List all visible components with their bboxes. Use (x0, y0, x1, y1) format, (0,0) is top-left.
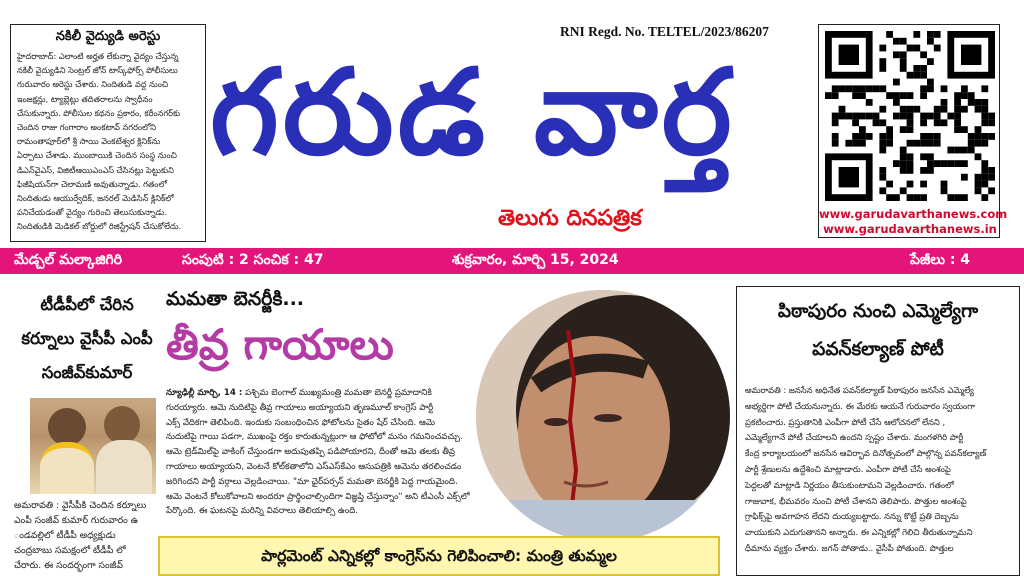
injured-person-illustration (476, 290, 730, 542)
text-line: చంద్రబాబు సమక్షంలో టీడీపీ లో (14, 545, 126, 556)
text-line: ఎమ్మెల్యేగానే పోటీ చేయాలని ఉందని స్పష్టం చేశారు. మంగళగిరి పార్టీ (745, 432, 964, 443)
text-line: పార్టీ శ్రేణులను ఉద్దేశించి మాట్లాడారు. ఎంపీగా పోటీ చేసే అంశంపై (745, 463, 951, 474)
bottom-headline-bar (158, 536, 720, 576)
bottom-headline: పార్లమెంట్ ఎన్నికల్లో కాంగ్రెస్‌ను గెలిపించాలి: మంత్రి తుమ్మల (261, 547, 617, 565)
website-link[interactable]: www.garudavarthanews.com (819, 207, 1008, 221)
right-story-box (736, 286, 1020, 576)
title-line: కర్నూలు వైసీపీ ఎంపీ (21, 329, 153, 348)
text-line: అమరావతి : వైసీపీకి చెందిన కర్నూలు (14, 500, 147, 511)
title-line: పిఠాపురం నుంచి ఎమ్మెల్యేగా (777, 301, 979, 322)
right-story-title (745, 293, 1011, 369)
text-line: ండవల్లిలో టీడీపీ అధ్యక్షుడు (14, 530, 116, 541)
text-line: పేర్కొంది. ఈ ఘటనపై మరిన్ని వివరాలు తెలియాల్సి ఉంది. (166, 506, 359, 517)
left-story-photo (30, 398, 156, 494)
person-silhouette-icon (96, 440, 152, 494)
title-line: సంజీవ్‌కుమార్ (41, 363, 133, 382)
text-line: చేరారు. ఈ సందర్భంగా సంజీవ్ (14, 560, 123, 571)
district-label: మేడ్చల్ మల్కాజిగిరి (14, 252, 123, 268)
text-line: ఇంజక్షన్లు, ట్యాబ్లెట్లు తదితరాలను స్వాధీనం (17, 93, 153, 104)
text-line: ఫిజీషియన్‌గా చెలామణి అవుతున్నాడు. గతంలో (17, 178, 167, 189)
person-silhouette-icon (104, 406, 140, 444)
page-count-label: పేజీలు : 4 (910, 252, 971, 268)
text-line: పెద్దలతో మాట్లాడి నిర్ణయం తీసుకుంటామని వెల్లడించారు. గతంలో (745, 479, 954, 490)
text-line: ఆమె వెంటనే కోలుకోవాలని అందరూ ప్రార్థించాల్సిందిగా విజ్ఞప్తి చేస్తున్నాం" అని టీఎంసీ ఎక్స్‌లో (166, 491, 470, 502)
left-news-body (17, 49, 199, 234)
text-line: ఆమె ట్రెడ్‌మిల్‌పై వాకింగ్ చేస్తుండగా అదుపుతప్పి పడిపోయారని, దీంతో ఆమె తలకు తీవ్ర (166, 447, 456, 458)
person-silhouette-icon (48, 408, 86, 446)
text-line: చెందిన రాజు గంగారాం అంకటావ్ నగరంలోని (17, 122, 157, 133)
text-line: గురువారం అరెస్టు చేశారు. నిందితుడి వద్ద నుంచి (17, 79, 169, 90)
text-line: నుదుటిపై గాయి పడగా, ముఖంపై రక్తం కారుతున్నట్లుగా ఆ ఫోటోలో మనం గమనించవచ్చు. (166, 432, 463, 443)
text-line: హైదరాబాద్: ఎలాంటి అర్హత లేకున్నా వైద్యం చేస్తున్న (17, 51, 179, 61)
text-line: అమరావతి : జనసేన అధినేత పవన్‌కల్యాణ్ పిఠాపురం జనసేన ఎమ్మెల్యే (745, 385, 974, 395)
left-news-title: నకిలీ వైద్యుడి అరెస్టు (55, 29, 161, 44)
main-story-body (166, 386, 486, 519)
title-line: పవన్‌కల్యాణ్ పోటీ (812, 339, 944, 360)
text-line: ఏర్పాటు చేశాడు. ముంబాయికి చెందిన సంస్థ నుంచి (17, 150, 177, 161)
info-strip (0, 248, 1024, 274)
left-story-body (14, 498, 160, 573)
qr-code-icon (825, 31, 995, 201)
text-line: చేసుకున్నారు. పోలీసుల కథనం ప్రకారం, కరీంనగర్‌కు (17, 107, 181, 118)
volume-label: సంపుటి : 2 సంచిక : 47 (182, 252, 324, 268)
text-line: ధీమాను వ్యక్తం చేశారు. జగన్ పోతాడు.. వైసీపీ పోతుంది. పొత్తుల (745, 542, 954, 553)
text-line: జరిగిందని పార్టీ వర్గాలు వెల్లడించాయి. "మా ఛైర్‌పర్సన్ మమతా బెనర్జీకి పెద్ద గాయమైంది. (166, 476, 458, 487)
text-line: ఎంపీ సంజీవ్ కుమార్ గురువారం ఉ (14, 515, 139, 526)
person-silhouette-icon (40, 442, 94, 494)
date-label: శుక్రవారం, మార్చి 15, 2024 (452, 252, 619, 268)
text-line: ఎక్స్ వేదికగా తెలిపింది. ఇందుకు సంబంధించిన ఫోటోలను సైతం షేర్ చేసింది. ఆమె (166, 417, 435, 428)
qr-box (818, 24, 1008, 238)
dateline: న్యూఢిల్లీ మార్చి, 14 : (166, 388, 243, 398)
text-line: నకిలీ వైద్యుడిని సెంట్రల్ జోన్ టాస్క్‌ఫోర్స్ పోలీసులు (17, 65, 178, 76)
main-story-kicker: మమతా బెనర్జీకి... (166, 288, 305, 310)
text-line: నిందితుడు ఆయుర్వేదిక్, జనరల్ మెడిసిన్ క్లినిక్‌లో (17, 193, 174, 204)
main-story-headline: తీవ్ర గాయాలు (166, 320, 394, 369)
text-line: పశ్చిమ బెంగాల్ ముఖ్యమంత్రి మమతా బెనర్జీ ప్రమాదానికి (245, 388, 432, 398)
text-line: నిందితుడికి మెడికల్ బోర్డులో రిజిస్ట్రేషన్ చేసుకోలేదు. (17, 221, 182, 232)
masthead-title: గరుడ వార్త (210, 43, 736, 181)
website-link-alt[interactable]: www.garudavarthanews.in (823, 222, 997, 236)
text-line: గాజువాక, భీమవరం నుంచి పోటీ చేశానని తెలిపారు. పొత్తుల అంశంపై (745, 495, 967, 506)
text-line: ప్రకటించారు. ప్రస్తుతానికి ఎంపీగా పోటీ చేసే ఆలోచనలో లేనని , (745, 416, 946, 427)
text-line: గాయాలు అయ్యాయని, వెంటనే కోల్‌కతాలోని ఎస్ఎస్‌కేఎం ఆసుపత్రికి ఆమెను తరలించడం (166, 461, 462, 472)
tagline: తెలుగు దినపత్రిక (498, 206, 642, 231)
text-line: గురయ్యారు. ఆమె నుదిటిపై తీవ్ర గాయాలు అయ్యాయని తృణమూల్ కాంగ్రెస్ పార్టీ (166, 402, 434, 413)
right-story-body (745, 383, 1011, 557)
left-story (14, 288, 160, 390)
title-line: టీడీపీలో చేరిన (40, 295, 134, 314)
text-line: గ్రాఫిక్స్‌పై అవగాహన లేదని దుయ్యబట్టారు. నన్ను కొట్టే ప్రతి దెబ్బను (745, 511, 959, 522)
left-news-box (10, 24, 206, 242)
rni-number: RNI Regd. No. TELTEL/2023/86207 (560, 24, 769, 39)
text-line: డిఎన్‌వైఎస్, విజిటీఆయిఎంఎస్ చేసినట్లు పెట్టుకుని (17, 164, 174, 175)
main-story-photo (476, 290, 730, 542)
text-line: వాయుకుని ఎదుగుతానని అన్నారు. ఈ ఎన్నికల్లో గెలిచి తీరుతున్నామని (745, 527, 973, 538)
text-line: రామంతాపూర్‌లో శ్రీ సాయి వెంకటేశ్వర క్లినిక్‌ను (17, 136, 161, 147)
text-line: పనిచేయడంతో వైద్యం గురించి తెలుసుకున్నాడు. (17, 207, 168, 218)
text-line (166, 386, 486, 401)
left-story-title (14, 288, 160, 390)
text-line: కేంద్ర కార్యాలయంలో జనసేన ఆవిర్భావ దినోత్సవంలో పాల్గొన్న పవన్‌కల్యాణ్ (745, 448, 987, 459)
text-line: అభ్యర్థిగా పోటీ చేయనున్నారు. ఈ మేరకు ఆయనే గురువారం స్వయంగా (745, 400, 975, 411)
